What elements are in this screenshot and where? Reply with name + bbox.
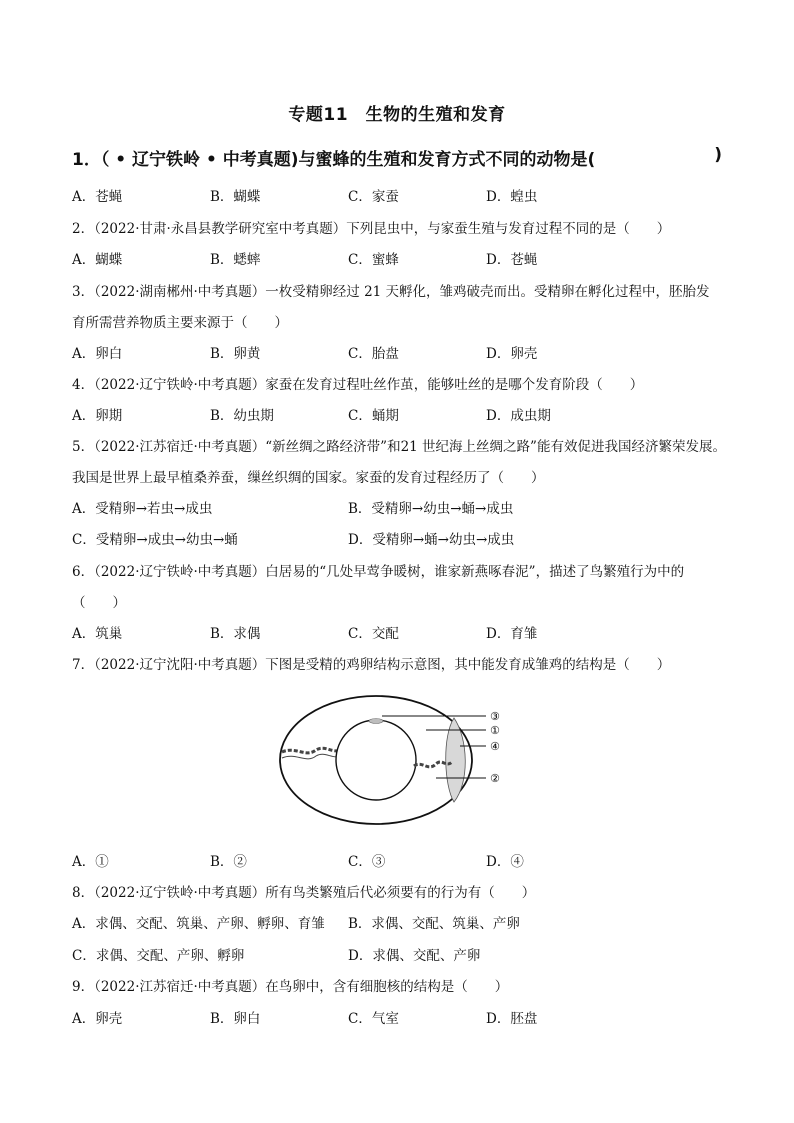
question-7-text: 7．（2022·辽宁沈阳·中考真题）下图是受精的鸡卵结构示意图，其中能发育成雏鸡的结构是（ ） <box>72 657 671 673</box>
option-a: A．蝴蝶 <box>72 252 123 268</box>
question-8-text: 8．（2022·辽宁铁岭·中考真题）所有鸟类繁殖后代必须要有的行为有（ ） <box>72 885 536 901</box>
option-b: B．卵黄 <box>210 346 261 362</box>
option-b: B．② <box>210 854 247 870</box>
option-a: A．卵壳 <box>72 1011 123 1027</box>
question-6-options <box>72 622 732 642</box>
option-a: A．筑巢 <box>72 626 123 642</box>
option-d: D．蝗虫 <box>486 189 538 205</box>
question-1-text: 1．（ • 辽宁铁岭 • 中考真题)与蜜蜂的生殖和发育方式不同的动物是( <box>72 150 596 170</box>
option-d: D．育雏 <box>486 626 538 642</box>
option-c: C．求偶、交配、产卵、孵卵 <box>72 948 245 964</box>
option-d: D．卵壳 <box>486 346 538 362</box>
option-b: B．蟋蟀 <box>210 252 261 268</box>
diagram-label-2: ② <box>490 772 500 785</box>
option-c: C．受精卵→成虫→幼虫→蛹 <box>72 532 238 548</box>
option-c: C．胎盘 <box>348 346 399 362</box>
question-3-options <box>72 342 732 362</box>
option-b: B．求偶 <box>210 626 261 642</box>
option-d: D．苍蝇 <box>486 252 538 268</box>
option-d: D．受精卵→蛹→幼虫→成虫 <box>348 532 515 548</box>
diagram-label-1: ① <box>490 724 500 737</box>
option-c: C．家蚕 <box>348 189 399 205</box>
option-b: B．求偶、交配、筑巢、产卵 <box>348 916 520 932</box>
question-2-options <box>72 248 732 268</box>
question-5-options-row-1 <box>72 497 732 517</box>
option-d: D．胚盘 <box>486 1011 538 1027</box>
question-6-line-2: （ ） <box>72 595 126 611</box>
question-8-options-row-2 <box>72 944 732 964</box>
option-c: C．③ <box>348 854 386 870</box>
option-d: D．④ <box>486 854 524 870</box>
question-4-text: 4．（2022·辽宁铁岭·中考真题）家蚕在发育过程吐丝作茧，能够吐丝的是哪个发育阶段（ ） <box>72 377 644 393</box>
option-a: A．受精卵→若虫→成虫 <box>72 501 213 517</box>
question-7-options <box>72 850 732 870</box>
option-a: A．卵期 <box>72 408 123 424</box>
option-c: C．蜜蜂 <box>348 252 399 268</box>
option-b: B．蝴蝶 <box>210 189 261 205</box>
question-8-options-row-1 <box>72 912 732 932</box>
page-title: 专题11 生物的生殖和发育 <box>288 105 506 125</box>
option-c: C．蛹期 <box>348 408 399 424</box>
egg-structure-diagram <box>276 690 516 830</box>
option-d: D．求偶、交配、产卵 <box>348 948 481 964</box>
option-d: D．成虫期 <box>486 408 551 424</box>
question-5-line-2: 我国是世界上最早植桑养蚕，缫丝织绸的国家。家蚕的发育过程经历了（ ） <box>72 470 545 486</box>
option-b: B．幼虫期 <box>210 408 274 424</box>
egg-yolk <box>336 720 416 800</box>
question-9-options <box>72 1007 732 1027</box>
option-c: C．交配 <box>348 626 399 642</box>
option-b: B．受精卵→幼虫→蛹→成虫 <box>348 501 514 517</box>
question-2-text: 2．（2022·甘肃·永昌县教学研究室中考真题）下列昆虫中，与家蚕生殖与发育过程不同的是（ ） <box>72 221 671 237</box>
diagram-label-4: ④ <box>490 740 500 753</box>
question-5-options-row-2 <box>72 528 732 548</box>
question-3-line-1: 3．（2022·湖南郴州·中考真题）一枚受精卵经过 21 天孵化，雏鸡破壳而出。受精卵在孵化过程中，胚胎发 <box>72 284 710 300</box>
question-6-line-1: 6．（2022·辽宁铁岭·中考真题）白居易的“几处早莺争暖树，谁家新燕啄春泥”，描述了鸟繁殖行为中的 <box>72 564 685 580</box>
option-a: A．求偶、交配、筑巢、产卵、孵卵、育雏 <box>72 916 325 932</box>
question-5-line-1: 5．（2022·江苏宿迁·中考真题）“新丝绸之路经济带”和21 世纪海上丝绸之路”能有效促进我国经济繁荣发展。 <box>72 439 726 455</box>
question-9-text: 9．（2022·江苏宿迁·中考真题）在鸟卵中，含有细胞核的结构是（ ） <box>72 979 509 995</box>
option-a: A．① <box>72 854 109 870</box>
option-b: B．卵白 <box>210 1011 261 1027</box>
question-1-options <box>72 185 732 205</box>
question-1-stem <box>72 145 722 170</box>
question-1-paren-close: ) <box>714 145 722 165</box>
diagram-label-3: ③ <box>490 710 500 723</box>
germinal-disc <box>369 719 383 724</box>
option-a: A．卵白 <box>72 346 123 362</box>
question-3-line-2: 育所需营养物质主要来源于（ ） <box>72 315 288 331</box>
question-4-options <box>72 404 732 424</box>
option-a: A．苍蝇 <box>72 189 123 205</box>
option-c: C．气室 <box>348 1011 399 1027</box>
